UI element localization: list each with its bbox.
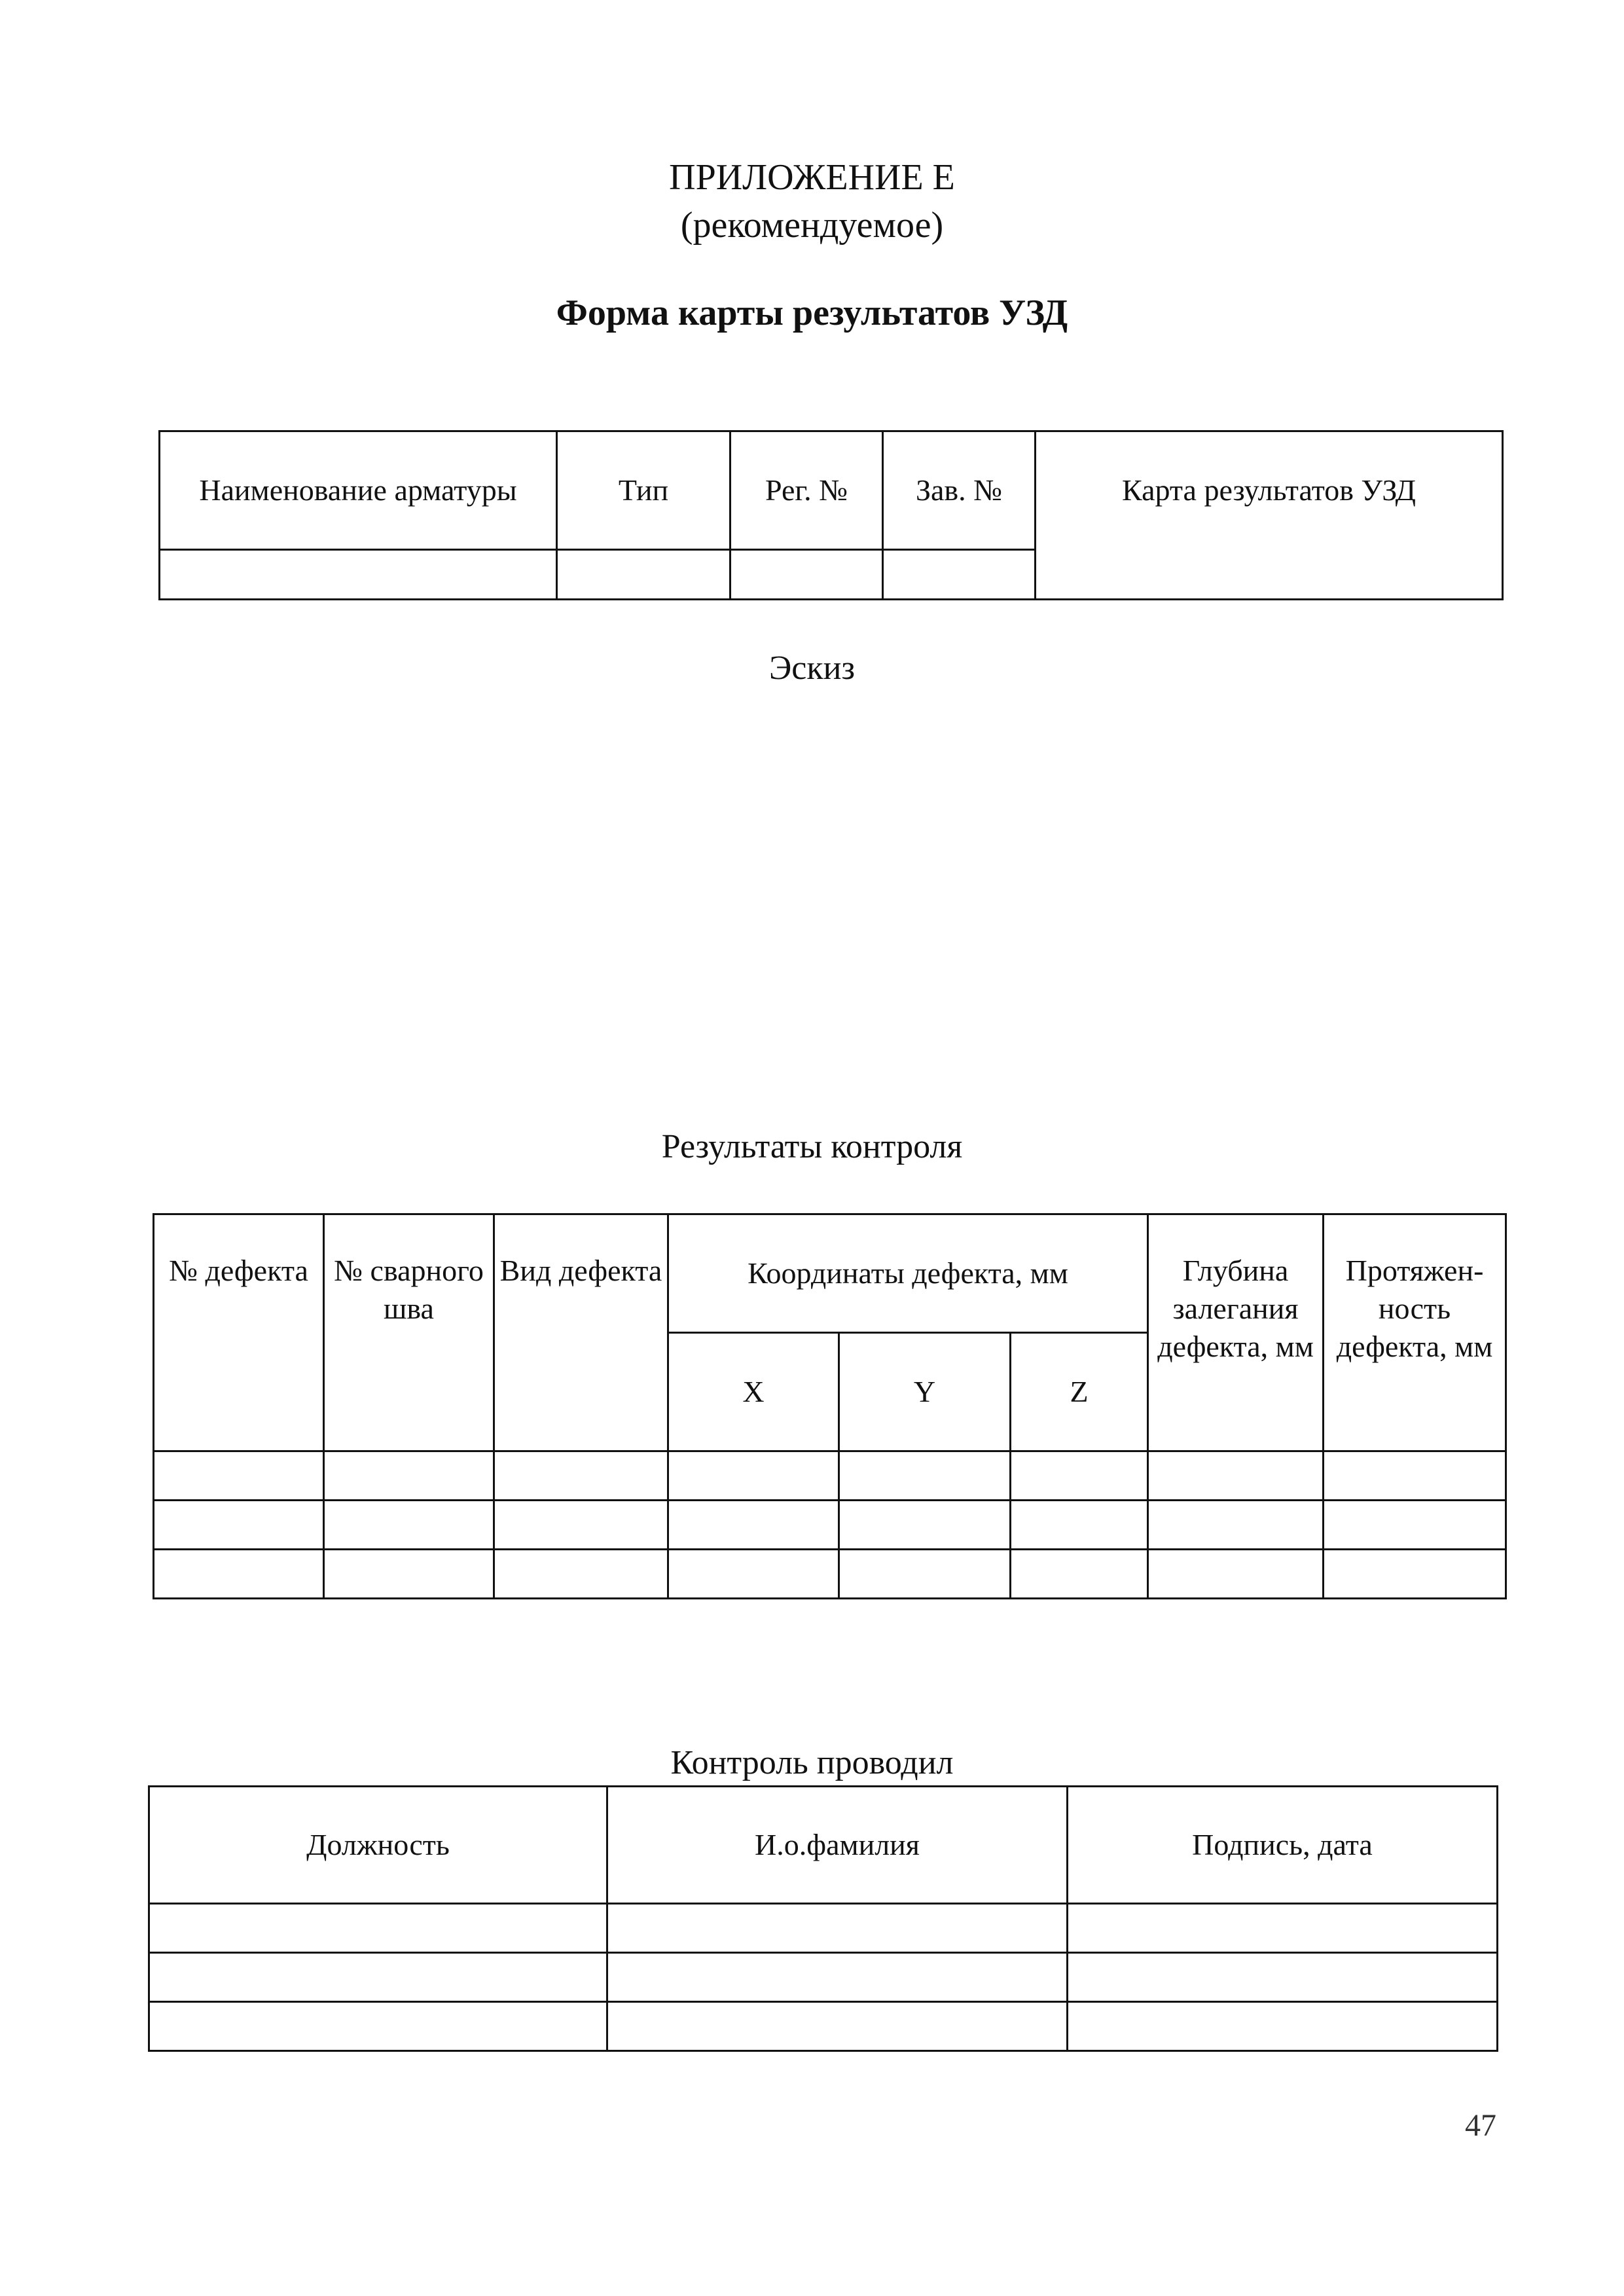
table-cell[interactable] xyxy=(607,1904,1068,1953)
signature-date-header: Подпись, дата xyxy=(1068,1787,1498,1904)
valve-name-header: Наименование арматуры xyxy=(160,431,557,550)
table-cell[interactable] xyxy=(1324,1451,1506,1501)
appendix-title: ПРИЛОЖЕНИЕ Е xyxy=(669,157,955,198)
defect-type-header: Вид дефекта xyxy=(494,1214,668,1451)
appendix-status: (рекомендуемое) xyxy=(680,205,944,246)
table-cell[interactable] xyxy=(494,1451,668,1501)
table-cell[interactable] xyxy=(494,1550,668,1599)
table-cell[interactable] xyxy=(1011,1550,1148,1599)
sketch-label: Эскиз xyxy=(768,649,856,687)
table-cell[interactable] xyxy=(839,1550,1011,1599)
inspector-label: Контроль проводил xyxy=(670,1744,954,1781)
table-cell[interactable] xyxy=(1011,1501,1148,1550)
position-header: Должность xyxy=(149,1787,607,1904)
table-cell[interactable] xyxy=(1148,1451,1324,1501)
valve-name-cell[interactable] xyxy=(160,550,557,600)
valve-type-header: Тип xyxy=(557,431,731,550)
factory-number-header: Зав. № xyxy=(883,431,1036,550)
table-cell[interactable] xyxy=(839,1451,1011,1501)
table-row xyxy=(149,1953,1498,2002)
inspector-table xyxy=(148,1785,1498,2052)
table-cell[interactable] xyxy=(1324,1550,1506,1599)
valve-type-cell[interactable] xyxy=(557,550,731,600)
table-cell[interactable] xyxy=(668,1501,839,1550)
table-cell[interactable] xyxy=(1324,1501,1506,1550)
table-row xyxy=(154,1501,1506,1550)
table-cell[interactable] xyxy=(149,2002,607,2051)
table-cell[interactable] xyxy=(324,1501,494,1550)
table-cell[interactable] xyxy=(154,1550,324,1599)
page-number: 47 xyxy=(1465,2108,1496,2143)
table-cell[interactable] xyxy=(1068,2002,1498,2051)
card-title-cell: Карта результатов УЗД xyxy=(1036,431,1503,600)
table-cell[interactable] xyxy=(1011,1451,1148,1501)
table-row xyxy=(149,1904,1498,1953)
table-row xyxy=(154,1451,1506,1501)
coord-y-header: Y xyxy=(839,1333,1011,1451)
table-cell[interactable] xyxy=(154,1501,324,1550)
coord-z-header: Z xyxy=(1011,1333,1148,1451)
table-cell[interactable] xyxy=(154,1451,324,1501)
table-cell[interactable] xyxy=(668,1451,839,1501)
table-row xyxy=(149,2002,1498,2051)
table-cell[interactable] xyxy=(324,1550,494,1599)
name-header: И.о.фамилия xyxy=(607,1787,1068,1904)
depth-header: Глубина залегания дефекта, мм xyxy=(1148,1214,1324,1451)
table-cell[interactable] xyxy=(1148,1550,1324,1599)
table-cell[interactable] xyxy=(149,1904,607,1953)
table-row xyxy=(154,1550,1506,1599)
results-label: Результаты контроля xyxy=(661,1128,963,1165)
coord-x-header: X xyxy=(668,1333,839,1451)
table-cell[interactable] xyxy=(324,1451,494,1501)
length-header: Протяжен-ность дефекта, мм xyxy=(1324,1214,1506,1451)
weld-number-header: № сварного шва xyxy=(324,1214,494,1451)
table-cell[interactable] xyxy=(607,2002,1068,2051)
table-cell[interactable] xyxy=(1068,1953,1498,2002)
factory-number-cell[interactable] xyxy=(883,550,1036,600)
reg-number-cell[interactable] xyxy=(731,550,883,600)
results-table xyxy=(153,1213,1507,1599)
sketch-area[interactable] xyxy=(158,701,1502,1093)
form-title: Форма карты результатов УЗД xyxy=(556,293,1068,333)
table-cell[interactable] xyxy=(1148,1501,1324,1550)
table-cell[interactable] xyxy=(668,1550,839,1599)
table-cell[interactable] xyxy=(839,1501,1011,1550)
valve-info-table xyxy=(158,430,1504,600)
table-cell[interactable] xyxy=(494,1501,668,1550)
defect-number-header: № дефекта xyxy=(154,1214,324,1451)
coordinates-header: Координаты дефекта, мм xyxy=(668,1214,1148,1333)
reg-number-header: Рег. № xyxy=(731,431,883,550)
table-cell[interactable] xyxy=(1068,1904,1498,1953)
table-cell[interactable] xyxy=(149,1953,607,2002)
table-cell[interactable] xyxy=(607,1953,1068,2002)
